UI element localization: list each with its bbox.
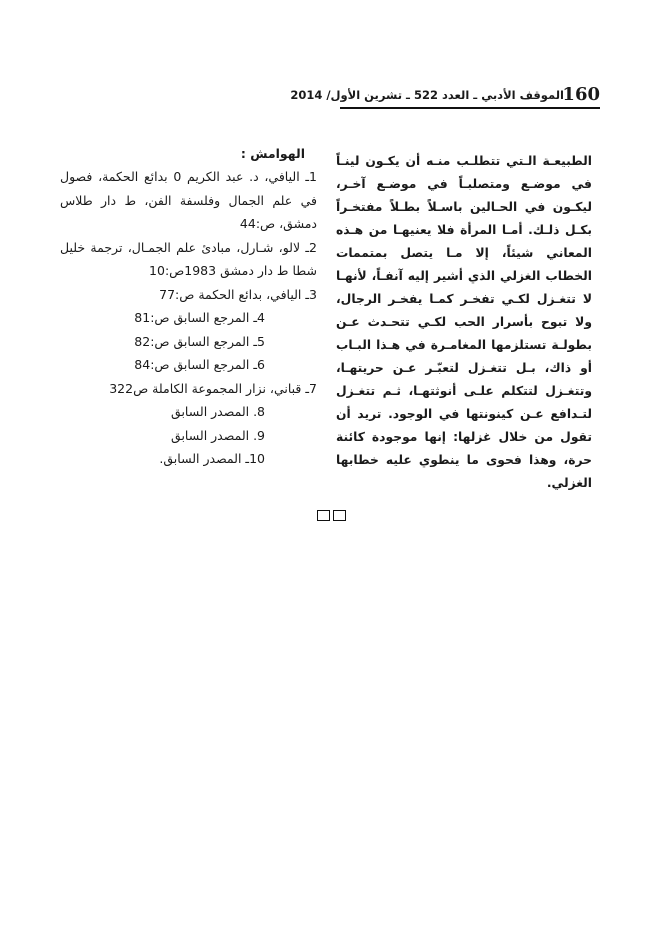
footnote-item: 6ـ المرجع السابق ص:84 — [134, 357, 265, 372]
footnote-item: 8. المصدر السابق — [171, 404, 265, 419]
header-rule — [340, 107, 600, 109]
footnote-item: 5ـ المرجع السابق ص:82 — [134, 333, 265, 349]
footnotes-section — [60, 145, 317, 471]
end-box-icon — [333, 510, 346, 521]
end-of-article-mark — [317, 510, 347, 522]
body-paragraph: الطبيعـة الـتي تتطلـب منـه أن يكـون لينـاً في موضـع ومتصلبـاً في موضـع آخـر، ليكـون في الحـالين باسـلاً بطـلاً مفتخـراً بكـل ذلـك. أمـا المرأة فلا يعنيهـا من هـذه المعاني شيئاً، إلا مـا يتصل بمتممات الخطاب الغزلي الذي أشير إليه آنفـاً، لأنهـا لا تتغـزل لكـي تفخـر كمـا يفخـر الرجال، ولا تبوح بأسرار الحب لكـي تتحـدث عـن بطولـة تستلزمها المغامـرة في هـذا البـاب أو ذاك، بـل تتغـزل لتعبّـر عـن حريتهـا، وتتغـزل لتتكلم علـى أنوثتهـا، ثـم تتغـزل لتـدافع عـن كينونتها في الوجود. تريد أن تقول من خلال غزلها: إنها موجودة كائنة حرة، وهذا فحوى ما ينطوي عليه خطابها الغزلي. — [336, 154, 592, 490]
footnote-item: 3ـ اليافي، بدائع الحكمة ص:77 — [159, 286, 317, 302]
running-title: الموقف الأدبي ـ العدد 522 ـ تشرين الأول/ 2014 — [290, 88, 564, 102]
footnote-item: 1ـ اليافي، د. عبد الكريم 0 بدائع الحكمة، فصول في علم الجمال وفلسفة الفن، ط دار طلاس دمشق، ص:44 — [60, 169, 317, 231]
footnotes-title: الهوامش : — [240, 146, 305, 161]
end-box-icon — [317, 510, 330, 521]
footnotes-list — [60, 165, 317, 471]
footnote-item: 10ـ المصدر السابق. — [159, 451, 265, 466]
running-header — [290, 84, 600, 110]
footnote-item: 7ـ قباني، نزار المجموعة الكاملة ص322 — [109, 380, 317, 396]
footnote-item: 4ـ المرجع السابق ص:81 — [134, 310, 265, 325]
page-number: 160 — [562, 84, 600, 105]
footnote-item: 2ـ لالو، شـارل، مبادئ علم الجمـال، ترجمة خليل شطا ط دار دمشق 1983ص:10 — [60, 239, 317, 278]
footnote-item: 9. المصدر السابق — [171, 427, 265, 443]
